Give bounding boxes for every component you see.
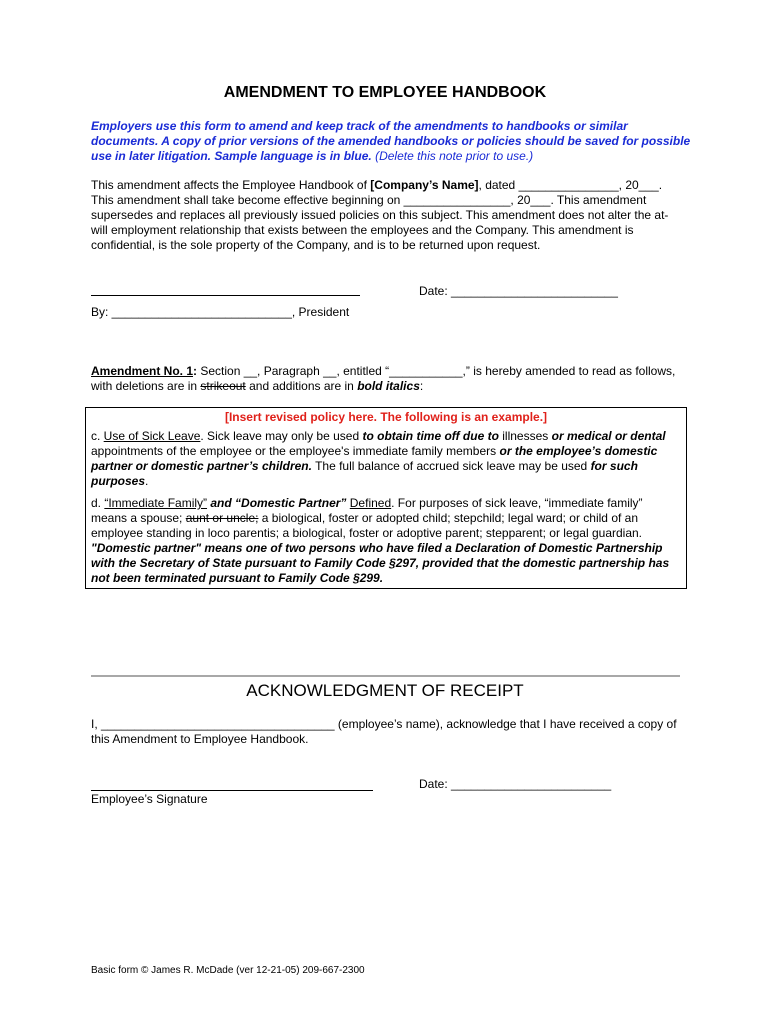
sick-text-4: The full balance of accrued sick leave may be used [311,459,591,473]
sick-text-2: illnesses [498,429,552,443]
sick-text-1: . Sick leave may only be used [200,429,363,443]
domestic-partner-title: and “Domestic Partner” [210,496,347,510]
sick-prefix: c. [91,429,104,443]
sick-addition-1: to obtain time off due to [362,429,499,443]
defined-title: Defined [349,496,392,510]
employee-signature-line [91,790,373,791]
acknowledgment-title: ACKNOWLEDGMENT OF RECEIPT [246,681,524,700]
intro-text-2: , dated _______________, 20___. This amendment shall take become effective beginning on ________________, 20___. This amendment supersedes and replaces all previously issued policies on this subject. This amendment does not alter the at-will employment relationship that exists between the employees and the Company. This amendment is confidential, is the sole property of the Company, and is to be returned upon request. [91,178,669,252]
immediate-family-paragraph [91,496,681,586]
president-by-line: By: ___________________________, President [91,305,350,319]
signature-date-label: Date: _________________________ [419,284,618,298]
instruction-note [91,119,691,164]
revised-policy-box [85,407,687,589]
amendment-colon: : [193,364,198,378]
sick-addition-3: or the employee’s domestic partner or domestic partner’s children. [91,444,658,473]
sick-text-3: appointments of the employee or the employee's immediate family members [91,444,500,458]
note-aside: (Delete this note prior to use.) [375,149,534,163]
sick-addition-4: for such purposes [91,459,638,488]
family-prefix: d. [91,496,105,510]
amendment-paragraph [91,364,681,394]
document-title: AMENDMENT TO EMPLOYEE HANDBOOK [223,84,547,101]
amendment-text-3: : [419,379,424,393]
bold-italics-example: bold italics [357,379,420,393]
intro-text-1: This amendment affects the Employee Handbook of [91,178,371,192]
company-name-placeholder: [Company’s Name] [370,178,479,192]
intro-paragraph [91,178,681,253]
family-text-1: . For purposes of sick leave, “immediate family” means a spouse; [91,496,643,525]
signature-line [91,295,360,296]
family-deletion: aunt or uncle; [185,511,259,525]
sick-text-5: . [145,474,149,488]
employee-date-label: Date: ________________________ [419,777,612,791]
strikeout-example: strikeout [200,379,246,393]
immediate-family-title: “Immediate Family” [104,496,208,510]
employee-signature-label: Employee’s Signature [91,792,208,806]
sick-leave-title: Use of Sick Leave [103,429,201,443]
footer-credit: Basic form © James R. McDade (ver 12-21-05) 209-667-2300 [91,965,365,976]
policy-box-header: [Insert revised policy here. The following is an example.] [224,410,548,424]
amendment-text-1: Section __, Paragraph __, entitled “___________,” is hereby amended to read as follows, with deletions are in [91,364,676,393]
amendment-number: Amendment No. 1 [91,364,194,378]
amendment-text-2: and additions are in [245,379,358,393]
sick-addition-2: or medical or dental [551,429,666,443]
sick-leave-paragraph [91,429,681,489]
section-divider [91,675,680,677]
family-text-2: a biological, foster or adopted child; stepchild; legal ward; or child of an employee standing in loco parentis; a biological, foster or adoptive parent; stepparent; or legal guardian. [91,511,643,540]
domestic-partner-definition: "Domestic partner" means one of two persons who have filed a Declaration of Domestic Partnership with the Secretary of State pursuant to Family Code §297, provided that the domestic partnership has not been terminated pursuant to Family Code §299. [91,541,670,585]
acknowledgment-text: I, ___________________________________ (employee’s name), acknowledge that I have received a copy of this Amendment to Employee Handbook. [91,717,677,746]
note-main: Employers use this form to amend and keep track of the amendments to handbooks or similar documents. A copy of prior versions of the amended handbooks or policies should be saved for possible use in later litigation. Sample language is in blue. [91,119,691,163]
